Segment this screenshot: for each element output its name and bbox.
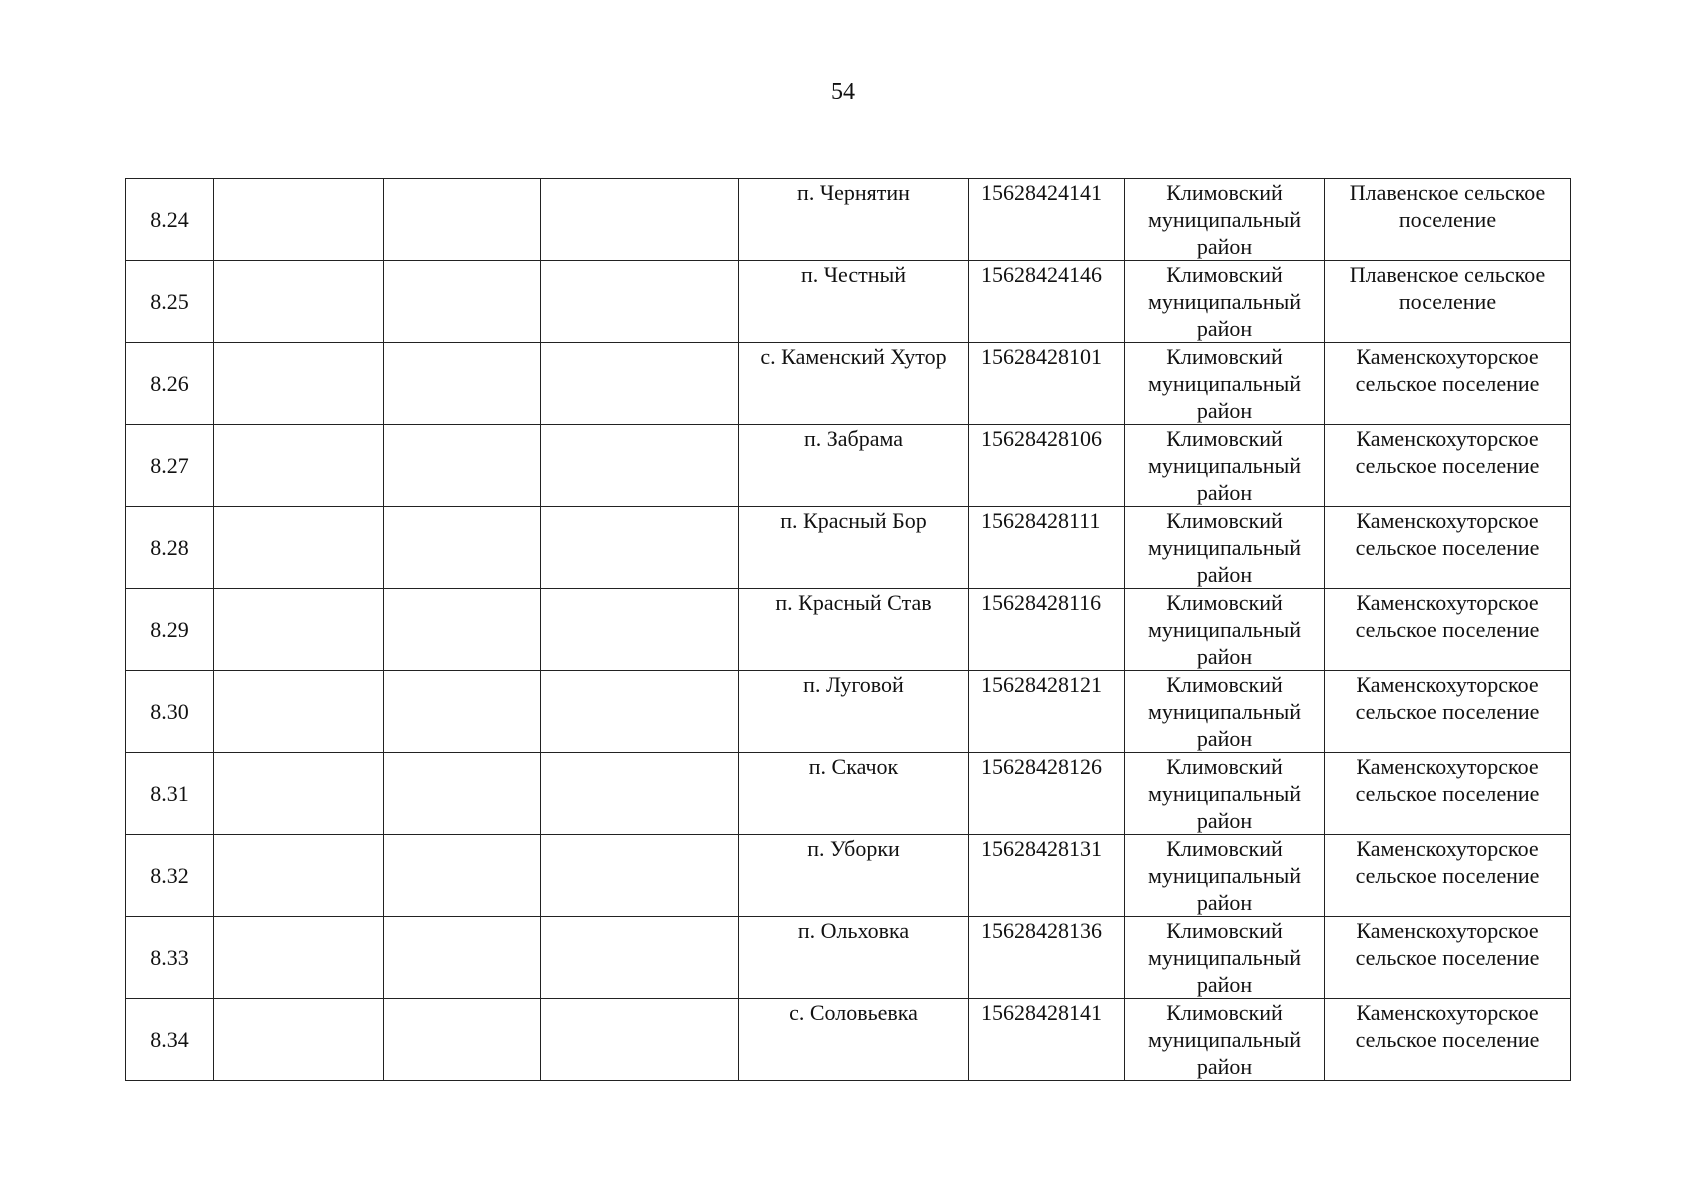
page-number: 54 [831,79,855,105]
settlement-name: п. Красный Став [739,589,969,671]
empty-cell [541,999,739,1081]
empty-cell [384,753,541,835]
empty-cell [541,425,739,507]
oktmo-code: 15628428116 [969,589,1125,671]
empty-cell [541,261,739,343]
settlement-name: п. Честный [739,261,969,343]
empty-cell [541,917,739,999]
district-name: Климовский муниципальный район [1125,425,1325,507]
empty-cell [541,589,739,671]
empty-cell [214,343,384,425]
settlement-name: п. Чернятин [739,179,969,261]
row-number: 8.32 [126,835,214,917]
settlement-name: п. Забрама [739,425,969,507]
table-row [126,589,1571,671]
district-name: Климовский муниципальный район [1125,589,1325,671]
oktmo-code: 15628424146 [969,261,1125,343]
settlement-name: п. Уборки [739,835,969,917]
table-row [126,261,1571,343]
empty-cell [384,835,541,917]
row-number: 8.24 [126,179,214,261]
table-body [126,179,1571,1081]
oktmo-code: 15628428121 [969,671,1125,753]
empty-cell [214,835,384,917]
oktmo-code: 15628428141 [969,999,1125,1081]
empty-cell [541,835,739,917]
empty-cell [214,507,384,589]
municipality-name: Плавенское сельское поселение [1325,179,1571,261]
empty-cell [214,753,384,835]
table-row [126,999,1571,1081]
row-number: 8.31 [126,753,214,835]
oktmo-code: 15628428101 [969,343,1125,425]
district-name: Климовский муниципальный район [1125,753,1325,835]
oktmo-code: 15628428111 [969,507,1125,589]
empty-cell [384,999,541,1081]
empty-cell [384,507,541,589]
district-name: Климовский муниципальный район [1125,999,1325,1081]
oktmo-code: 15628424141 [969,179,1125,261]
row-number: 8.27 [126,425,214,507]
empty-cell [214,179,384,261]
table-row [126,671,1571,753]
table-row [126,507,1571,589]
empty-cell [541,343,739,425]
empty-cell [384,589,541,671]
oktmo-code: 15628428136 [969,917,1125,999]
row-number: 8.33 [126,917,214,999]
empty-cell [214,425,384,507]
empty-cell [214,671,384,753]
oktmo-code: 15628428131 [969,835,1125,917]
settlement-name: п. Красный Бор [739,507,969,589]
empty-cell [541,753,739,835]
empty-cell [214,589,384,671]
municipality-name: Каменскохуторское сельское поселение [1325,671,1571,753]
table-row [126,917,1571,999]
district-name: Климовский муниципальный район [1125,261,1325,343]
empty-cell [214,261,384,343]
municipality-name: Каменскохуторское сельское поселение [1325,507,1571,589]
municipality-name: Каменскохуторское сельское поселение [1325,917,1571,999]
municipality-name: Каменскохуторское сельское поселение [1325,753,1571,835]
empty-cell [384,343,541,425]
settlement-name: п. Ольховка [739,917,969,999]
row-number: 8.30 [126,671,214,753]
empty-cell [384,671,541,753]
district-name: Климовский муниципальный район [1125,179,1325,261]
empty-cell [214,999,384,1081]
row-number: 8.29 [126,589,214,671]
municipality-name: Каменскохуторское сельское поселение [1325,589,1571,671]
oktmo-code: 15628428106 [969,425,1125,507]
district-name: Климовский муниципальный район [1125,507,1325,589]
empty-cell [541,671,739,753]
row-number: 8.26 [126,343,214,425]
oktmo-code: 15628428126 [969,753,1125,835]
row-number: 8.28 [126,507,214,589]
table-row [126,425,1571,507]
municipality-name: Каменскохуторское сельское поселение [1325,835,1571,917]
district-name: Климовский муниципальный район [1125,671,1325,753]
empty-cell [384,425,541,507]
empty-cell [541,179,739,261]
row-number: 8.34 [126,999,214,1081]
table-row [126,835,1571,917]
row-number: 8.25 [126,261,214,343]
settlement-name: с. Соловьевка [739,999,969,1081]
district-name: Климовский муниципальный район [1125,917,1325,999]
empty-cell [214,917,384,999]
table-row [126,343,1571,425]
empty-cell [384,917,541,999]
settlement-name: п. Скачок [739,753,969,835]
municipality-name: Плавенское сельское поселение [1325,261,1571,343]
table-row [126,753,1571,835]
district-name: Климовский муниципальный район [1125,835,1325,917]
empty-cell [384,261,541,343]
municipality-name: Каменскохуторское сельское поселение [1325,343,1571,425]
settlement-name: с. Каменский Хутор [739,343,969,425]
settlement-name: п. Луговой [739,671,969,753]
table-row [126,179,1571,261]
municipality-name: Каменскохуторское сельское поселение [1325,425,1571,507]
municipality-name: Каменскохуторское сельское поселение [1325,999,1571,1081]
empty-cell [541,507,739,589]
empty-cell [384,179,541,261]
settlements-table [125,178,1571,1081]
district-name: Климовский муниципальный район [1125,343,1325,425]
